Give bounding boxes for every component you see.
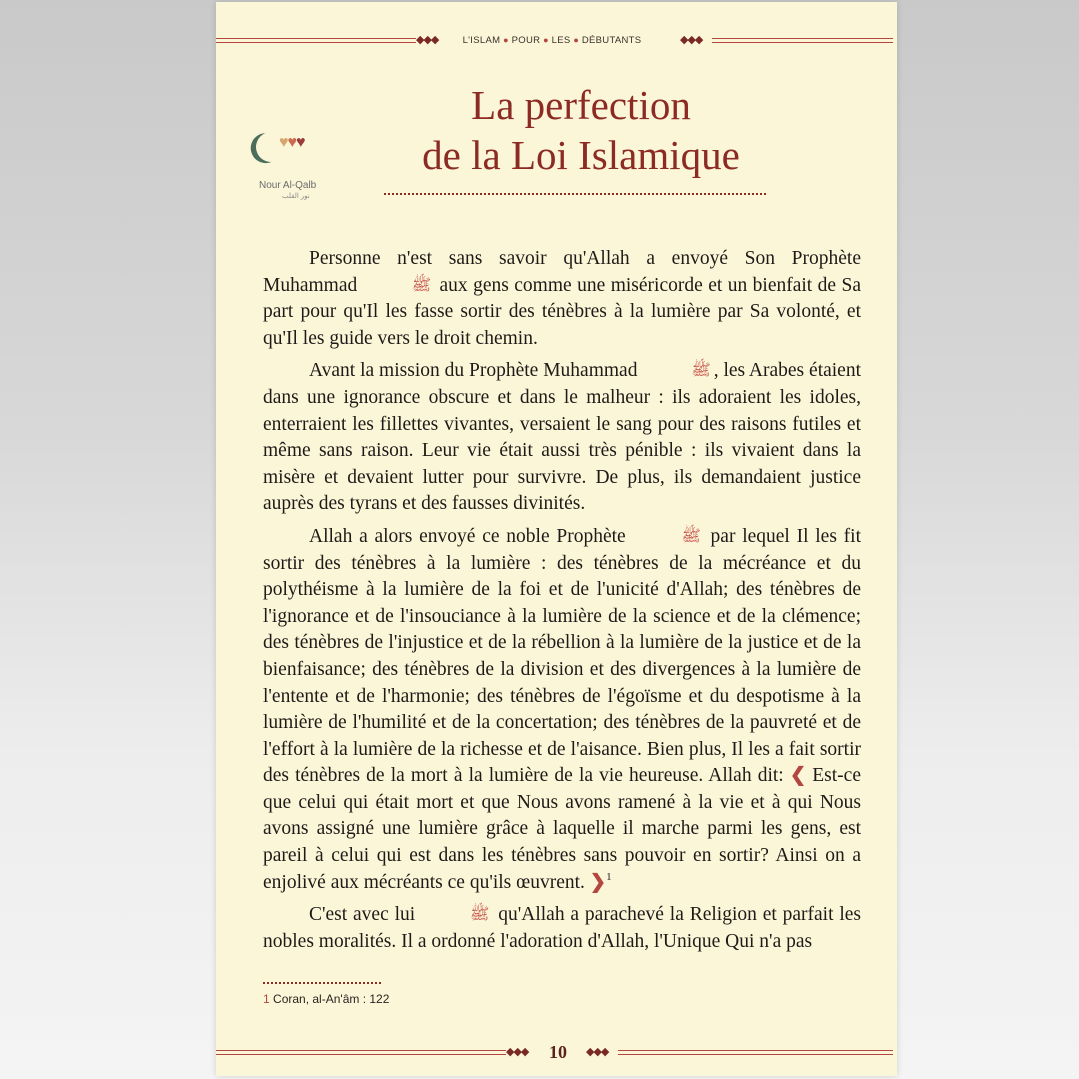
chapter-title-line-2: de la Loi Islamique: [422, 132, 740, 178]
footer-ornament-right: ◆◆◆: [586, 1046, 609, 1058]
salawat-glyph: ﷺ: [691, 362, 711, 380]
footnote-reference[interactable]: 1: [606, 870, 612, 883]
logo-name: Nour Al-Qalb: [259, 180, 317, 191]
header-rule-right: [712, 38, 893, 43]
header-ornament-right: ◆◆◆: [680, 34, 703, 46]
paragraph-2: Avant la mission du Prophète Muhammad ﷺ , les Arabes étaient dans une ignorance obscure et dans le malheur : ils adoraient les idoles, enterraient les fillettes vivantes, versaient le sang pour des raisons futiles et même sans raison. Leur vie était aussi très pénible : ils vivaient dans la misère et devaient lutter pour survivre. De plus, ils demandaient justice auprès des tyrans et des fausses divinités.: [263, 360, 862, 515]
footnote: 1 Coran, al-An'âm : 122: [263, 992, 390, 1006]
paragraph-4: C'est avec lui ﷺ qu'Allah a parachevé la Religion et parfait les nobles moralités. Il a ordonné l'adoration d'Allah, l'Unique Qui n'a pas: [263, 904, 862, 952]
paragraph-1: Personne n'est sans savoir qu'Allah a envoyé Son Prophète Muhammad ﷺ aux gens comme une miséricorde et un bienfait de Sa part pour qu'Il les fasse sortir des ténèbres à la lumière par Sa volonté, et qu'Il les guide vers le droit chemin.: [263, 248, 862, 349]
paragraph-3: Allah a alors envoyé ce noble Prophète ﷺ par lequel Il les fit sortir des ténèbres à la lumière : des ténèbres de la mécréance et du polythéisme à la lumière de la foi et de l'unicité d'Allah; des ténèbres de l'ignorance et de l'insouciance à la lumière de la science et de la clémence; des ténèbres de l'injustice et de la rébellion à la lumière de la justice et de la bienfaisance; des ténèbres de la division et des divergences à la lumière de l'entente et de l'harmonie; des ténèbres de l'égoïsme et du despotisme à la lumière de l'humilité et de la concertation; des ténèbres de la pauvreté et de l'effort à la lumière de la richesse et de l'aisance. Bien plus, Il les a fait sortir des ténèbres de la mort à la lumière de la vie heureuse. Allah dit: ❮ Est-ce que celui qui était mort et que Nous avons ramené à la vie et à qui Nous avons assigné une lumière grâce à laquelle il marche parmi les gens, est pareil à celui qui est dans les ténèbres sans pouvoir en sortir? Ainsi on a enjolivé aux mécréants ce qu'ils œuvrent. ❯$^1$: [263, 525, 862, 893]
quran-close-bracket-icon: ❯: [589, 871, 607, 893]
title-dotted-rule: [384, 193, 766, 195]
body-text: [263, 246, 861, 961]
footer-ornament-left: ◆◆◆: [506, 1046, 529, 1058]
chapter-title-line-1: La perfection: [471, 82, 691, 128]
footer-rule-left: [216, 1050, 506, 1055]
footnote-dotted-rule: [263, 982, 381, 984]
nour-al-qalb-logo: [256, 130, 346, 200]
hearts-icon: ♥♥♥: [279, 134, 305, 151]
logo-sub: نور القلب: [282, 193, 310, 200]
salawat-glyph: ﷺ: [470, 906, 490, 924]
salawat-glyph: ﷺ: [681, 527, 701, 545]
salawat-glyph: ﷺ: [411, 276, 432, 294]
book-page: [216, 2, 897, 1076]
header-ornament-left: ◆◆◆: [416, 34, 439, 46]
quran-quote: Est-ce que celui qui était mort et que Nous avons ramené à la vie et à qui Nous avons assigné une lumière grâce à laquelle il marche parmi les gens, est pareil à celui qui est dans les ténèbres sans pouvoir en sortir? Ainsi on a enjolivé aux mécréants ce qu'ils œuvrent.: [263, 765, 861, 893]
page-number: 10: [549, 1042, 567, 1062]
chapter-title: [416, 80, 746, 180]
running-head: L'ISLAM ● POUR ● LES ● DÉBUTANTS: [462, 35, 642, 46]
header-rule-left: [216, 38, 416, 43]
footer-rule-right: [618, 1050, 893, 1055]
quran-open-bracket-icon: ❮: [789, 765, 807, 787]
